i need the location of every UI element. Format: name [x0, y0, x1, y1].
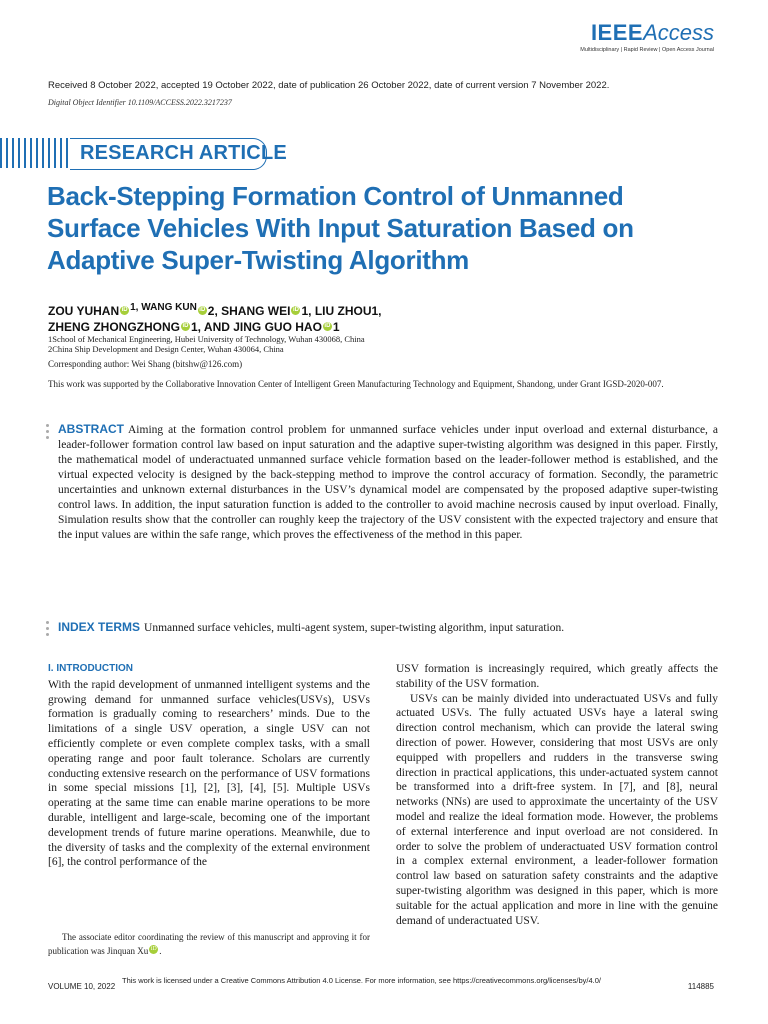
funding-note: This work was supported by the Collaborative Innovation Center of Intelligent Green Manufacturing Technology and Equipment, Shandong, under Grant IGSD-2020-007. — [48, 379, 664, 389]
orcid-icon[interactable]: iD — [199, 307, 206, 313]
page-number: 114885 — [687, 982, 714, 991]
author-name: 1, WANG KUN — [130, 302, 197, 313]
section-heading: I. INTRODUCTION — [48, 663, 133, 674]
journal-logo — [580, 20, 714, 53]
abstract-dots — [46, 424, 50, 442]
orcid-icon[interactable]: iD — [150, 946, 157, 952]
logo-ieee: IEEE — [590, 20, 644, 45]
editor-footnote: The associate editor coordinating the review of this manuscript and approving it for publication was Jinquan Xu iD . — [48, 932, 370, 956]
orcid-icon[interactable]: iD — [182, 323, 189, 329]
author-name: ZOU YUHAN — [48, 304, 120, 318]
author-name: 1, LIU ZHOU — [301, 304, 372, 318]
orcid-icon[interactable]: iD — [121, 307, 128, 313]
author-name: 1, AND JING GUO HAO — [191, 320, 322, 334]
index-dots — [46, 621, 50, 639]
logo-tagline: Multidisciplinary | Rapid Review | Open Access Journal — [580, 47, 714, 53]
abstract-label: ABSTRACT — [58, 422, 124, 436]
orcid-icon[interactable]: iD — [292, 307, 299, 313]
author-name: ZHENG ZHONGZHONG — [48, 320, 180, 334]
doi: Digital Object Identifier 10.1109/ACCESS.2022.3217237 — [48, 98, 232, 107]
affiliation: 2China Ship Development and Design Center, Wuhan 430064, China — [48, 344, 284, 354]
paper-title: Back-Stepping Formation Control of Unmanned Surface Vehicles With Input Saturation Based on Adaptive Super-Twisting Algorithm — [47, 181, 634, 275]
received-dates: Received 8 October 2022, accepted 19 October 2022, date of publication 26 October 2022, date of current version 7 November 2022. — [48, 80, 610, 91]
abstract-text: Aiming at the formation control problem for unmanned surface vehicles under input overload and external disturbance, a leader-follower formation control law based on input saturation and the adaptive super-twisting algorithm was designed in this paper. Firstly, the mathematical model of underactuated unmanned surface vehicle formation based on the leader-follower method is established, and the virtual expected velocity is designed by the back-stepping method to improve the control accuracy of formation. Secondly, the parametric uncertainties and unknown external disturbances in the USV’s dynamical model are compensated by the proposed adaptive super-twisting control laws. In addition, the input saturation function is added to the controller to avoid machine necrosis caused by input overload. Finally, Simulation results show that the controller can roughly keep the trajectory of the USV consistent with the expected trajectory and ensure that the input values are within the safe range, which proves the effectiveness of the method in this paper. — [58, 424, 718, 541]
paragraph: USV formation is increasingly required, which greatly affects the stability of the USV formation. — [396, 663, 718, 690]
index-terms-text: Unmanned surface vehicles, multi-agent system, super-twisting algorithm, input saturation. — [144, 622, 565, 634]
footnote-text: The associate editor coordinating the review of this manuscript and approving it for publication was Jinquan Xu — [48, 932, 370, 956]
affiliations — [48, 334, 365, 354]
logo-access: Access — [643, 20, 714, 45]
corresponding-author: Corresponding author: Wei Shang (bitshw@126.com) — [48, 359, 243, 369]
paragraph: USVs can be mainly divided into underactuated USVs and fully actuated USVs. The fully actuated USVs haye a lateral swing direction control mechanism, which can provide the lateral swing direction of power. However, considering that most USVs are only equipped with propellers and rudders in the transverse swing direction in practical applications, this under-actuated system cannot be transformed into a drift-free system. In [7], and [8], neural networks (NNs) are used to approximate the uncertainty of the USV model and realize the ideal formation mode. However, the problems of external interference and input overload are not considered. In order to solve the problem of underactuated USV formation control in a complex external environment, a leader-follower formation control law based on saturation safety constraints and the adaptive super-twisting algorithm was designed in this paper, which is more suitable for the actual application and more in line with the genuine demand of underactuated USV. — [396, 692, 718, 927]
author-list — [48, 300, 708, 335]
banner-stripes — [0, 138, 70, 168]
abstract — [58, 422, 718, 543]
orcid-icon[interactable]: iD — [324, 323, 331, 329]
author-name: 2, SHANG WEI — [207, 304, 291, 318]
article-type: RESEARCH ARTICLE — [80, 142, 287, 164]
author-name: 1, — [371, 304, 382, 318]
index-terms-label: INDEX TERMS — [58, 620, 141, 634]
volume-label: VOLUME 10, 2022 — [48, 982, 116, 991]
license-notice[interactable]: This work is licensed under a Creative Commons Attribution 4.0 License. For more information, see https://creativecommons.org/licenses/by/4.0/ — [122, 976, 601, 985]
right-column — [396, 662, 718, 928]
author-name: 1 — [332, 320, 340, 334]
affiliation: 1School of Mechanical Engineering, Hubei University of Technology, Wuhan 430068, China — [48, 334, 365, 344]
paragraph: With the rapid development of unmanned intelligent systems and the growing demand for unmanned surface vehicles(USVs), USVs formation is gradually coming to researchers’ minds. Due to the limitations of a single USV operation, a single USV can not efficiently complete or even complete complex tasks, with a small operating range and poor fault tolerance. Scholars are currently conducting extensive research on the performance of USV formations in some special missions [1], [2], [3], [4], [5]. Multiple USVs operating at the same time can enable marine operations to be more durable, intelligent and large-scale, becoming one of the important development trends of future marine operations. Meanwhile, due to the diversity of tasks and the complexity of the external environment [6], the control performance of the — [48, 678, 370, 869]
index-terms — [58, 620, 718, 636]
left-column — [48, 662, 370, 870]
